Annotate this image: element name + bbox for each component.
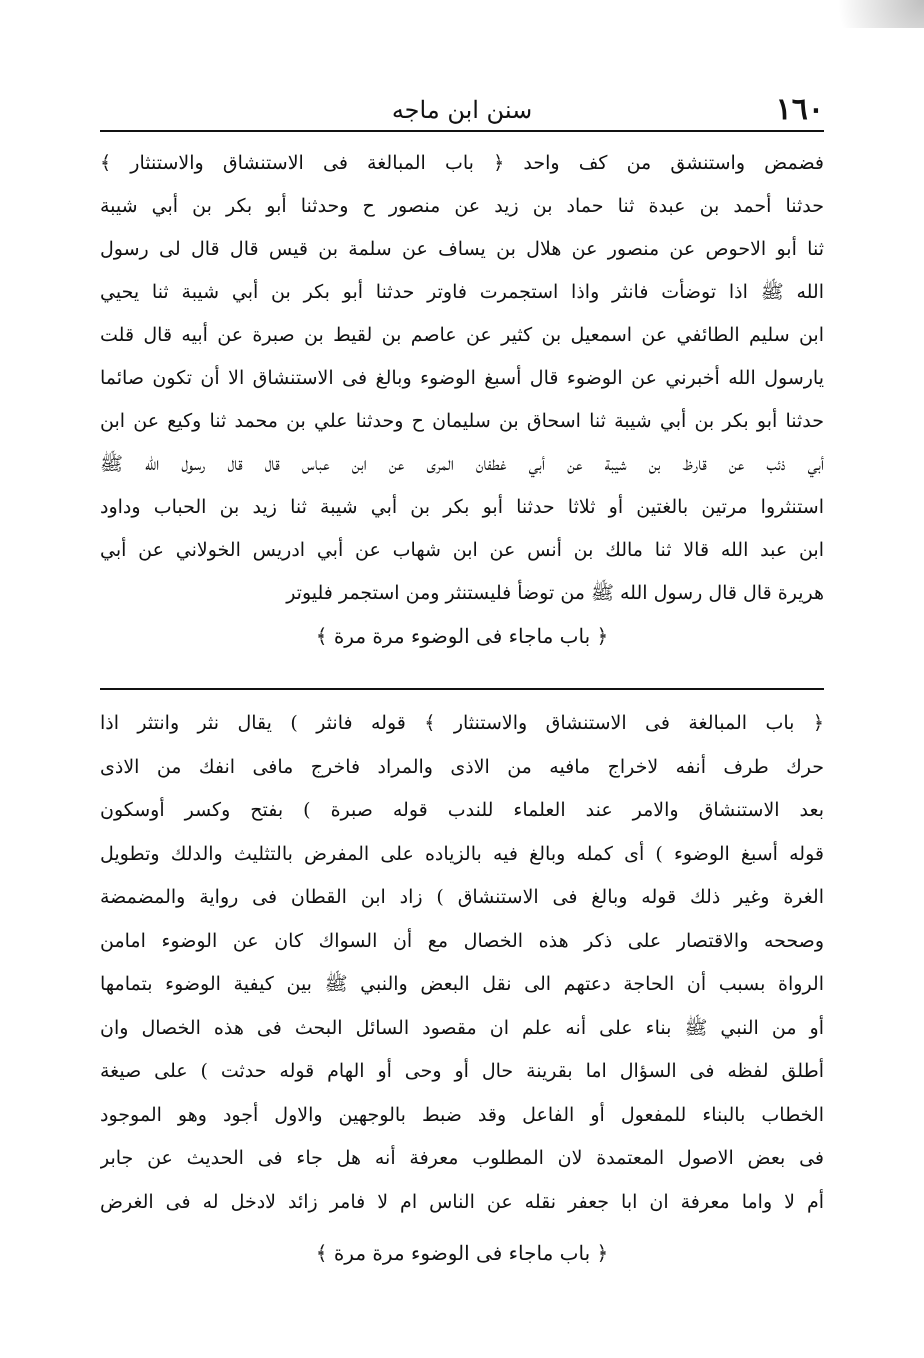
commentary-line: بعد الاستنشاق والامر عند العلماء للندب قوله صبرة ) بفتح وكسر أوسكون — [100, 799, 824, 821]
text-line: استنثروا مرتين بالغتين أو ثلاثا حدثنا أبو بكر بن أبي شيبة ثنا زيد بن الحباب وداود — [100, 496, 824, 518]
commentary-line: قوله أسبغ الوضوء ) أى كمله وبالغ فيه بالزياده على المفرض بالتثليث والدلك وتطويل — [100, 842, 824, 865]
text-line: ابن سليم الطائفي عن اسمعيل بن كثير عن عاصم بن لقيط بن صبرة عن أبيه قال قلت — [100, 324, 824, 346]
page-number: ١٦٠ — [775, 92, 824, 127]
text-line: أبي ذئب عن قارظ بن شيبة عن أبي غطفان المرى عن ابن عباس قال قال رسول الله ﷺ — [100, 453, 824, 475]
commentary-line: الرواة بسبب أن الحاجة دعتهم الى نقل البعض والنبي ﷺ بين كيفية الوضوء بتمامها — [100, 973, 824, 995]
text-line: ثنا أبو الاحوص عن منصور عن هلال بن يساف عن سلمة بن قيس قال قال لى رسول — [100, 238, 824, 260]
commentary-line: فى بعض الاصول المعتمدة لان المطلوب معرفة أنه هل جاء فى الحديث عن جابر — [100, 1147, 824, 1169]
text-line: ابن عبد الله قالا ثنا مالك بن أنس عن ابن شهاب عن أبي ادريس الخولاني عن أبي — [100, 539, 824, 561]
separator-rule — [100, 688, 824, 690]
header-rule — [100, 130, 824, 132]
section-heading: ﴿ باب ماجاء فى الوضوء مرة مرة ﴾ — [315, 624, 609, 648]
text-line: حدثنا أحمد بن عبدة ثنا حماد بن زيد عن منصور ح وحدثنا أبو بكر بن أبي شيبة — [100, 195, 824, 217]
commentary-line: أطلق لفظه فى السؤال اما بقرينة حال أو وحى أو الهام قوله حدثت ) على صيغة — [100, 1060, 824, 1082]
commentary-line: وصححه والاقتصار على ذكر هذه الخصال مع أن السواك كان عن الوضوء امامن — [100, 929, 824, 952]
footer-heading: ﴿ باب ماجاء فى الوضوء مرة مرة ﴾ — [315, 1241, 609, 1265]
commentary-line: الخطاب بالبناء للمفعول أو الفاعل وقد ضبط بالوجهين والاول أجود وهو الموجود — [100, 1103, 824, 1126]
hadith-text — [100, 142, 824, 658]
text-line: يارسول الله أخبرني عن الوضوء قال أسبغ الوضوء وبالغ فى الاستنشاق الا أن تكون صائما — [100, 367, 824, 389]
text-line: هريرة قال قال رسول الله ﷺ من توضأ فليستنثر ومن استجمر فليوتر — [286, 582, 824, 604]
commentary-text — [100, 702, 824, 1276]
scan-noise — [804, 0, 924, 28]
commentary-line: حرك طرف أنفه لاخراج مافيه من الاذى والمراد فاخرج مافى انفك من الاذى — [100, 755, 824, 778]
text-line: حدثنا أبو بكر بن أبي شيبة ثنا اسحاق بن سليمان ح وحدثنا علي بن محمد ثنا وكيع عن ابن — [100, 410, 824, 432]
page-header — [100, 90, 824, 130]
commentary-line: أو من النبي ﷺ بناء على أنه علم ان مقصود السائل البحث فى هذه الخصال وان — [100, 1016, 824, 1039]
commentary-line: ﴿ باب المبالغة فى الاستنشاق والاستنثار ﴾ قوله فانثر ) يقال نثر وانتثر اذا — [100, 712, 824, 734]
text-line: فضمض واستنشق من كف واحد ﴿ باب المبالغة فى الاستنشاق والاستنثار ﴾ — [100, 152, 824, 174]
commentary-line: الغرة وغير ذلك قوله وبالغ فى الاستنشاق ) زاد ابن القطان فى رواية والمضمضة — [100, 886, 824, 908]
running-title: سنن ابن ماجه — [391, 96, 533, 124]
commentary-line: أم لا واما معرفة ان ابا جعفر نقله عن الناس ام لا فامر زائد لادخل له فى الغرض — [100, 1190, 824, 1213]
text-line: الله ﷺ اذا توضأت فانثر واذا استجمرت فاوتر حدثنا أبو بكر بن أبي شيبة ثنا يحيي — [100, 281, 824, 303]
